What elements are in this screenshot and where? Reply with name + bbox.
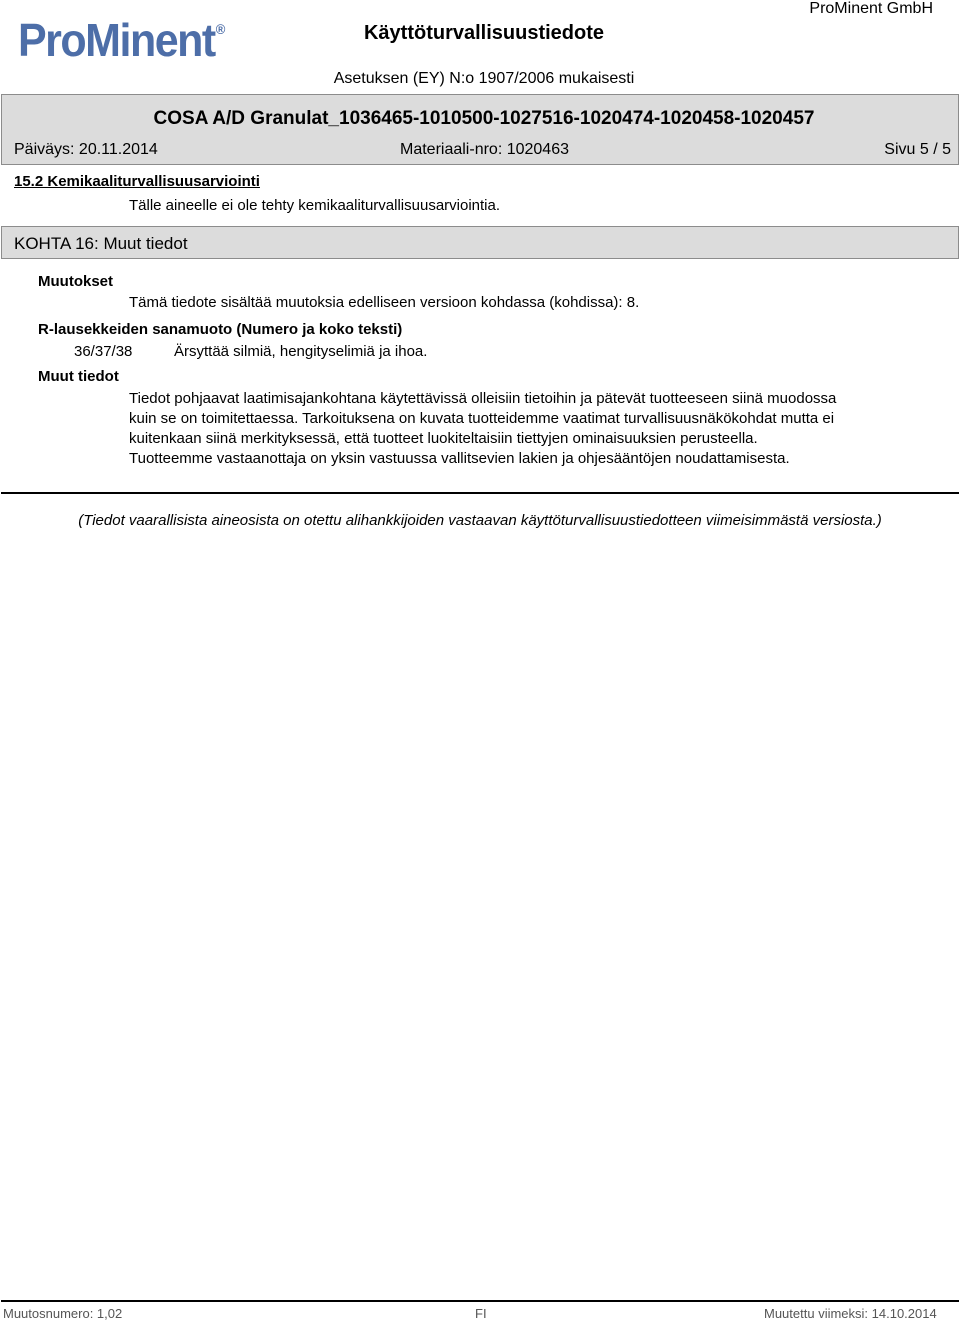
supplier-note: (Tiedot vaarallisista aineosista on otettu alihankkijoiden vastaavan käyttöturvallisuustiedotteen viimeisimmästä versiosta.) — [78, 512, 882, 529]
r-phrases-label: R-lausekkeiden sanamuoto (Numero ja koko teksti) — [38, 321, 403, 338]
logo-text: ProMinent — [18, 14, 215, 67]
changes-text: Tämä tiedote sisältää muutoksia edelliseen versioon kohdassa (kohdissa): 8. — [129, 294, 640, 311]
company-name: ProMinent GmbH — [809, 0, 933, 17]
subsection-15-2-text: Tälle aineelle ei ole tehty kemikaaliturvallisuusarviointia. — [129, 197, 501, 214]
document-title: Käyttöturvallisuustiedote — [363, 22, 605, 44]
page-number: Sivu 5 / 5 — [884, 141, 951, 158]
subsection-15-2-title: 15.2 Kemikaaliturvallisuusarviointi — [14, 173, 260, 190]
revision-number: Muutosnumero: 1,02 — [3, 1306, 123, 1321]
regulation-reference: Asetuksen (EY) N:o 1907/2006 mukaisesti — [333, 70, 635, 87]
other-info-text: Tiedot pohjaavat laatimisajankohtana käytettävissä olleisiin tietoihin ja pätevät tuotteeseen siinä muodossa kuin se on toimitettaessa. Tarkoituksena on kuvata tuotteidemme vaatimat turvallisuusnäkökohdat mutta ei kuitenkaan siinä merkityksessä, että tuotteet luokiteltaisiin tiettyjen ominaisuuksien perusteella. Tuotteemme vastaanottaja on yksin vastuussa vallitsevien lakien ja ohjesääntöjen noudattamisesta. — [129, 390, 837, 467]
language-code: FI — [475, 1306, 487, 1321]
issue-date: Päiväys: 20.11.2014 — [14, 141, 158, 158]
changes-label: Muutokset — [38, 273, 113, 290]
last-modified-date: Muutettu viimeksi: 14.10.2014 — [764, 1306, 937, 1321]
other-info-label: Muut tiedot — [38, 368, 119, 385]
section-16-title: KOHTA 16: Muut tiedot — [14, 234, 188, 253]
product-name: COSA A/D Granulat_1036465-1010500-1027516-1020474-1020458-1020457 — [153, 108, 815, 129]
r-phrase-code: 36/37/38 — [74, 343, 133, 360]
footer-divider — [1, 1300, 959, 1302]
registered-mark: ® — [215, 21, 226, 38]
section-end-divider — [1, 492, 959, 494]
material-number: Materiaali-nro: 1020463 — [400, 141, 569, 158]
r-phrase-text: Ärsyttää silmiä, hengityselimiä ja ihoa. — [174, 343, 428, 360]
